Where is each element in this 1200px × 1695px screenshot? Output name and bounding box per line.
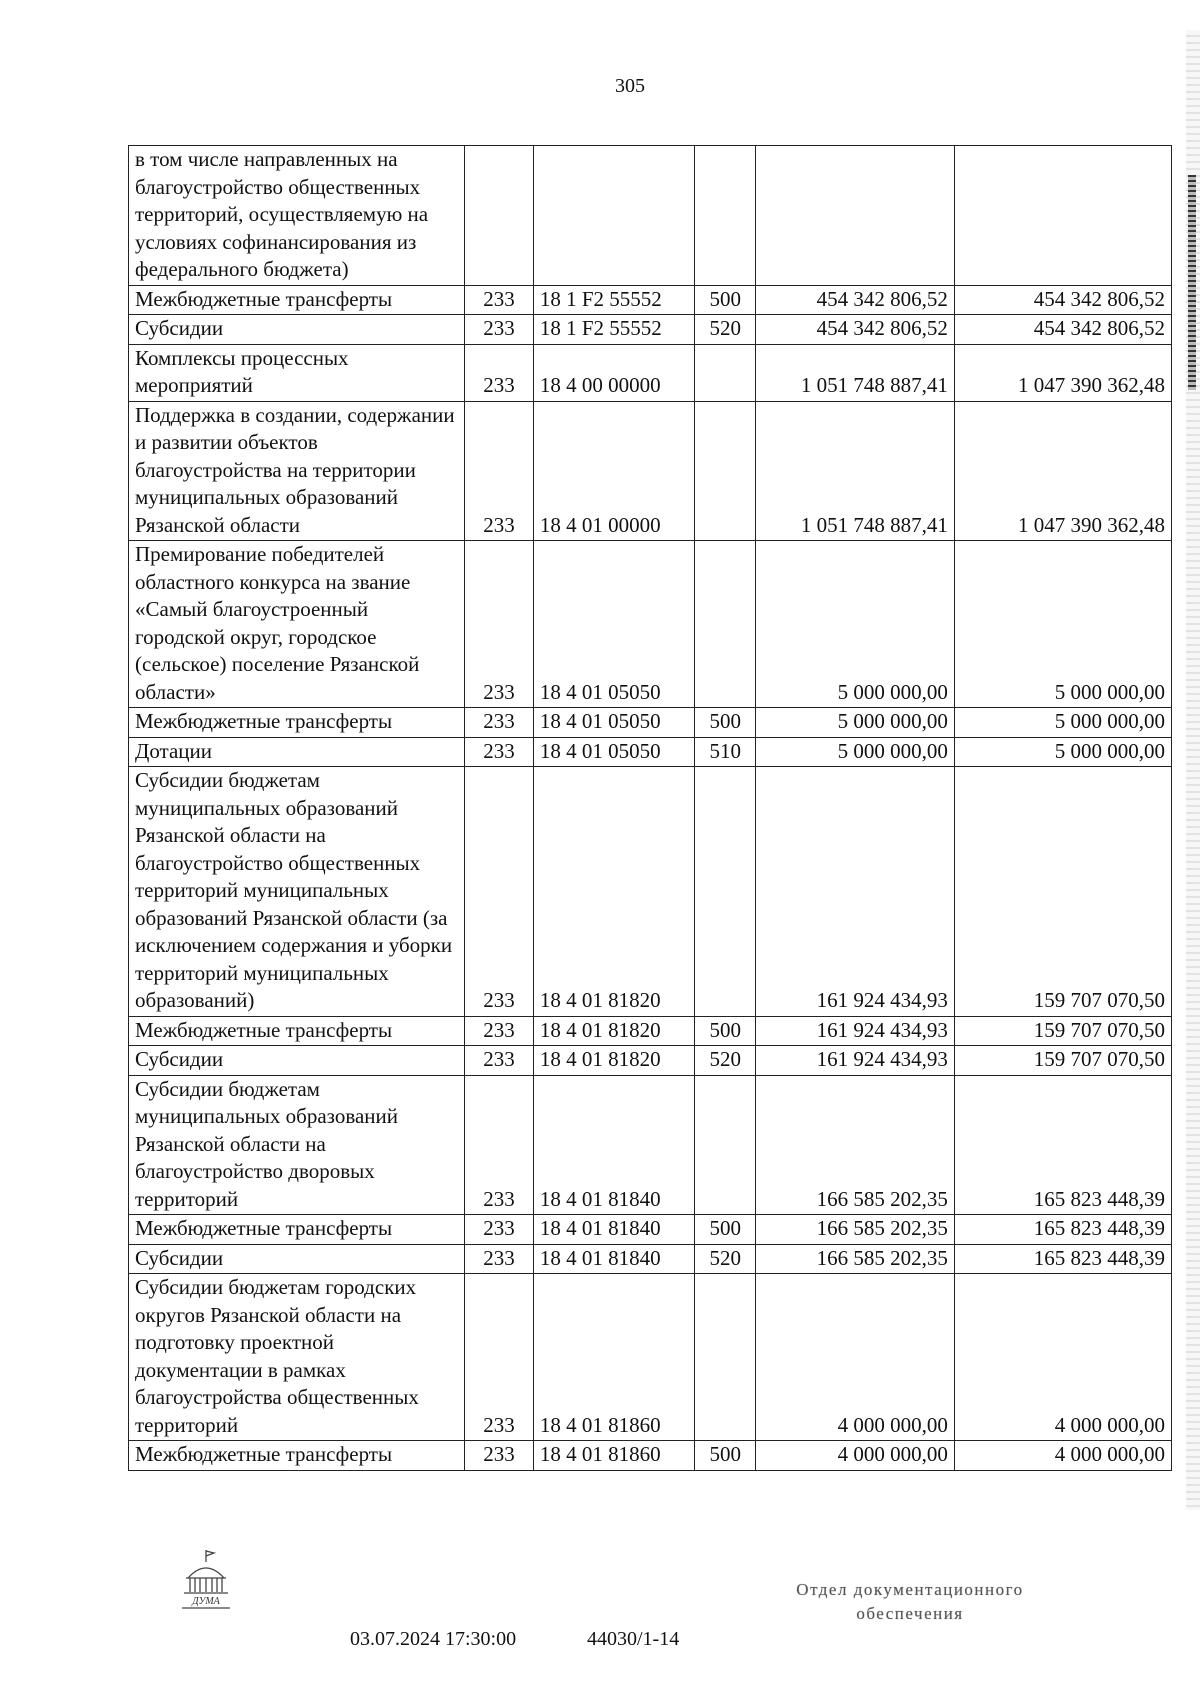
row-name: Премирование победителей областного конкурса на звание «Самый благоустроенный городской округ, городское (сельское) поселение Рязанской области» (129, 541, 465, 708)
row-expense-type (695, 1075, 756, 1215)
footer-timestamp: 03.07.2024 17:30:00 (350, 1628, 517, 1650)
row-amount-year-2: 159 707 070,50 (954, 1016, 1171, 1046)
row-expense-type: 510 (695, 737, 756, 767)
row-target-article (533, 146, 695, 286)
table-row (129, 708, 1172, 738)
duma-logo (178, 1548, 234, 1610)
row-target-article: 18 4 01 81840 (533, 1215, 695, 1245)
row-amount-year-1: 5 000 000,00 (756, 708, 955, 738)
row-code: 233 (465, 1441, 534, 1471)
row-amount-year-1: 454 342 806,52 (756, 285, 955, 315)
stamp-line-1: Отдел документационного (796, 1580, 1024, 1599)
table-row (129, 737, 1172, 767)
row-expense-type: 500 (695, 708, 756, 738)
row-code: 233 (465, 1075, 534, 1215)
row-amount-year-1: 161 924 434,93 (756, 1046, 955, 1076)
row-name: Комплексы процессных мероприятий (129, 344, 465, 401)
row-name: Поддержка в создании, содержании и развитии объектов благоустройства на территории муниципальных образований Рязанской области (129, 401, 465, 541)
table-row (129, 285, 1172, 315)
row-amount-year-2: 5 000 000,00 (954, 541, 1171, 708)
row-amount-year-2: 1 047 390 362,48 (954, 344, 1171, 401)
row-target-article: 18 4 01 81820 (533, 1016, 695, 1046)
table-row (129, 1215, 1172, 1245)
row-expense-type: 500 (695, 1215, 756, 1245)
row-amount-year-2: 159 707 070,50 (954, 1046, 1171, 1076)
row-name: Межбюджетные трансферты (129, 708, 465, 738)
table-row (129, 146, 1172, 286)
row-code: 233 (465, 315, 534, 345)
table-row (129, 1016, 1172, 1046)
row-expense-type (695, 146, 756, 286)
row-amount-year-1: 161 924 434,93 (756, 1016, 955, 1046)
row-expense-type: 520 (695, 1046, 756, 1076)
row-amount-year-1: 1 051 748 887,41 (756, 401, 955, 541)
row-code: 233 (465, 737, 534, 767)
row-code: 233 (465, 285, 534, 315)
table-row (129, 1075, 1172, 1215)
row-code: 233 (465, 1016, 534, 1046)
row-target-article: 18 4 01 05050 (533, 541, 695, 708)
row-amount-year-2 (954, 146, 1171, 286)
row-name: Субсидии бюджетам муниципальных образований Рязанской области на благоустройство дворовых территорий (129, 1075, 465, 1215)
row-code (465, 146, 534, 286)
row-code: 233 (465, 1215, 534, 1245)
row-expense-type (695, 401, 756, 541)
table-row (129, 344, 1172, 401)
row-amount-year-2: 159 707 070,50 (954, 767, 1171, 1017)
table-row (129, 541, 1172, 708)
row-code: 233 (465, 344, 534, 401)
row-target-article: 18 4 01 05050 (533, 708, 695, 738)
row-amount-year-2: 454 342 806,52 (954, 315, 1171, 345)
table-row (129, 315, 1172, 345)
row-name: Субсидии (129, 1244, 465, 1274)
row-amount-year-1 (756, 146, 955, 286)
row-target-article: 18 4 01 81840 (533, 1244, 695, 1274)
row-amount-year-2: 4 000 000,00 (954, 1274, 1171, 1441)
row-code: 233 (465, 1244, 534, 1274)
row-name: Субсидии бюджетам муниципальных образований Рязанской области на благоустройство общественных территорий муниципальных образований Рязанской области (за исключением содержания и уборки территорий муниципальных образований) (129, 767, 465, 1017)
row-amount-year-1: 454 342 806,52 (756, 315, 955, 345)
row-amount-year-2: 165 823 448,39 (954, 1244, 1171, 1274)
row-target-article: 18 1 F2 55552 (533, 315, 695, 345)
row-expense-type (695, 1274, 756, 1441)
row-expense-type: 500 (695, 1441, 756, 1471)
row-amount-year-2: 5 000 000,00 (954, 708, 1171, 738)
row-amount-year-2: 5 000 000,00 (954, 737, 1171, 767)
scan-artifact (1188, 175, 1196, 390)
row-target-article: 18 1 F2 55552 (533, 285, 695, 315)
table-row (129, 1441, 1172, 1471)
row-amount-year-1: 5 000 000,00 (756, 541, 955, 708)
table-row (129, 767, 1172, 1017)
row-amount-year-2: 454 342 806,52 (954, 285, 1171, 315)
row-amount-year-2: 1 047 390 362,48 (954, 401, 1171, 541)
logo-text: ДУМА (192, 1596, 220, 1607)
department-stamp (760, 1578, 1060, 1626)
row-code: 233 (465, 708, 534, 738)
row-target-article: 18 4 01 81860 (533, 1274, 695, 1441)
row-name: Субсидии (129, 315, 465, 345)
row-code: 233 (465, 401, 534, 541)
row-name: Межбюджетные трансферты (129, 285, 465, 315)
row-name: в том числе направленных на благоустройство общественных территорий, осуществляемую на условиях софинансирования из федерального бюджета) (129, 146, 465, 286)
table-row (129, 1274, 1172, 1441)
row-amount-year-1: 166 585 202,35 (756, 1244, 955, 1274)
row-amount-year-2: 165 823 448,39 (954, 1215, 1171, 1245)
row-amount-year-1: 4 000 000,00 (756, 1274, 955, 1441)
row-expense-type (695, 767, 756, 1017)
row-target-article: 18 4 01 05050 (533, 737, 695, 767)
row-name: Межбюджетные трансферты (129, 1441, 465, 1471)
row-code: 233 (465, 1274, 534, 1441)
row-amount-year-2: 4 000 000,00 (954, 1441, 1171, 1471)
row-target-article: 18 4 01 81820 (533, 767, 695, 1017)
row-expense-type: 500 (695, 285, 756, 315)
row-code: 233 (465, 1046, 534, 1076)
row-amount-year-1: 166 585 202,35 (756, 1215, 955, 1245)
row-amount-year-1: 5 000 000,00 (756, 737, 955, 767)
row-name: Межбюджетные трансферты (129, 1016, 465, 1046)
row-code: 233 (465, 541, 534, 708)
table-row (129, 1046, 1172, 1076)
row-amount-year-2: 165 823 448,39 (954, 1075, 1171, 1215)
stamp-line-2: обеспечения (856, 1604, 964, 1623)
row-amount-year-1: 166 585 202,35 (756, 1075, 955, 1215)
row-name: Дотации (129, 737, 465, 767)
row-amount-year-1: 161 924 434,93 (756, 767, 955, 1017)
row-expense-type: 500 (695, 1016, 756, 1046)
row-target-article: 18 4 00 00000 (533, 344, 695, 401)
budget-table (128, 145, 1172, 1471)
row-expense-type: 520 (695, 315, 756, 345)
row-expense-type: 520 (695, 1244, 756, 1274)
row-expense-type (695, 344, 756, 401)
row-code: 233 (465, 767, 534, 1017)
row-target-article: 18 4 01 81860 (533, 1441, 695, 1471)
row-target-article: 18 4 01 00000 (533, 401, 695, 541)
footer-document-number: 44030/1-14 (587, 1628, 680, 1650)
row-name: Субсидии (129, 1046, 465, 1076)
row-expense-type (695, 541, 756, 708)
row-name: Межбюджетные трансферты (129, 1215, 465, 1245)
page-number: 305 (615, 75, 645, 97)
table-row (129, 401, 1172, 541)
row-amount-year-1: 1 051 748 887,41 (756, 344, 955, 401)
row-target-article: 18 4 01 81840 (533, 1075, 695, 1215)
row-target-article: 18 4 01 81820 (533, 1046, 695, 1076)
row-amount-year-1: 4 000 000,00 (756, 1441, 955, 1471)
table-row (129, 1244, 1172, 1274)
row-name: Субсидии бюджетам городских округов Рязанской области на подготовку проектной документации в рамках благоустройства общественных территорий (129, 1274, 465, 1441)
